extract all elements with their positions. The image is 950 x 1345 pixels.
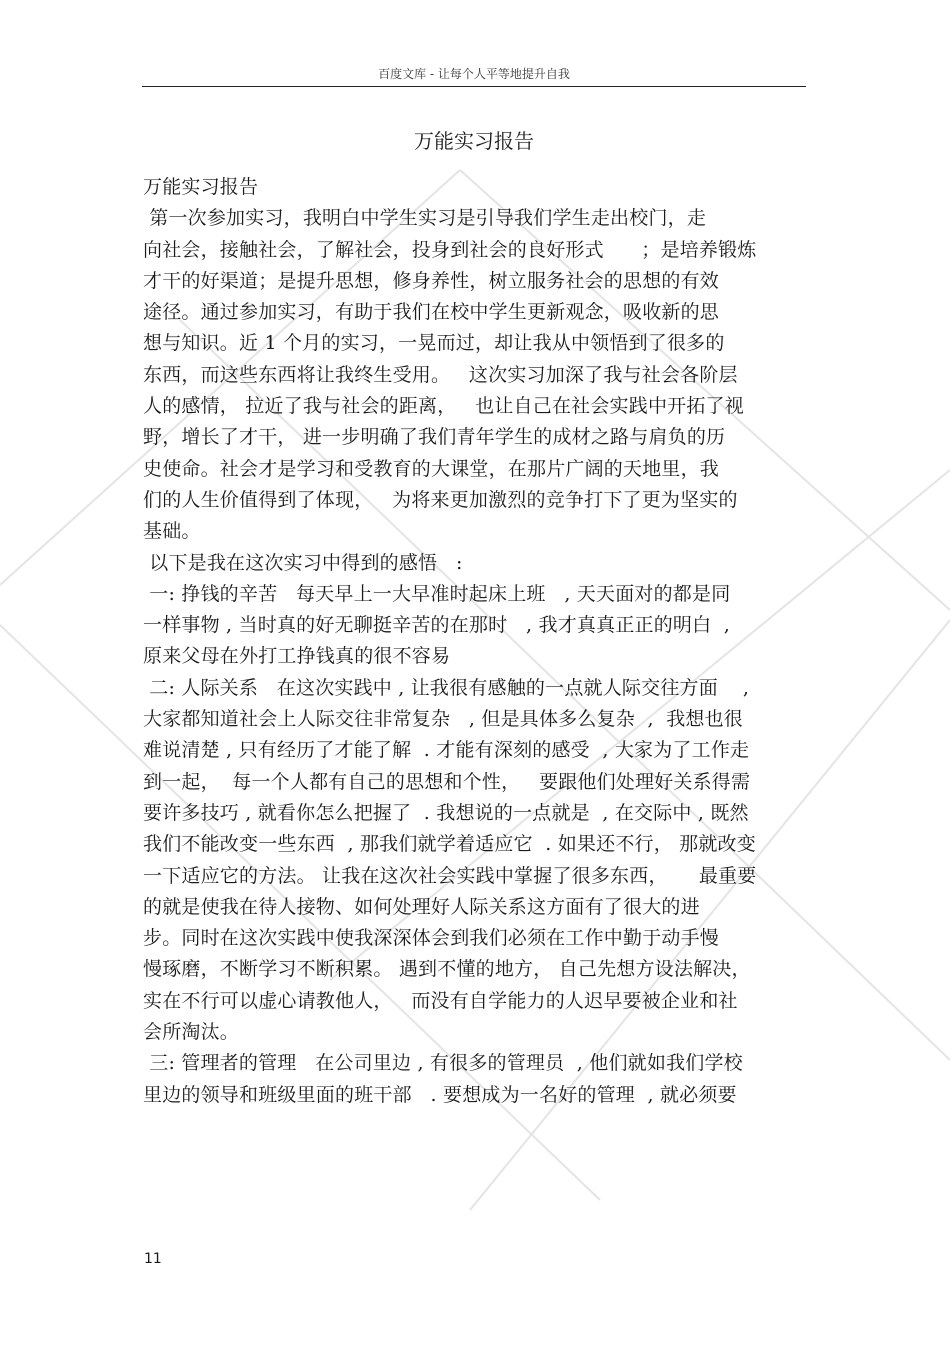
body-line: 史使命。社会才是学习和受教育的大课堂，在那片广阔的天地里，我: [143, 457, 720, 480]
page-number: 11: [144, 1251, 162, 1267]
body-line: 第一次参加实习，我明白中学生实习是引导我们学生走出校门，走: [143, 207, 707, 230]
body-line: 想与知识。近 1 个月的实习，一晃而过，却让我从中领悟到了很多的: [143, 332, 725, 355]
document-body: [143, 172, 823, 1111]
body-line: 以下是我在这次实习中得到的感悟 :: [143, 551, 463, 574]
body-line: 会所淘汰。: [143, 1021, 240, 1044]
body-line: 万能实习报告: [143, 176, 259, 198]
body-line: 难说清楚 , 只有经历了才能了解 . 才能有深刻的感受 , 大家为了工作走: [143, 739, 750, 762]
body-line: 人的感情， 拉近了我与社会的距离， 也让自己在社会实践中开拓了视: [143, 395, 744, 418]
body-line: 慢琢磨，不断学习不断积累。 遇到不懂的地方， 自己先想方设法解决，: [143, 958, 751, 981]
body-line: 才干的好渠道；是提升思想，修身养性，树立服务社会的思想的有效: [143, 269, 720, 292]
body-line: 二: 人际关系 在这次实践中 , 让我很有感触的一点就人际交往方面 ,: [143, 676, 750, 699]
body-line: 一下适应它的方法。 让我在这次社会实践中掌握了很多东西， 最重要: [143, 864, 757, 887]
body-line: 东西，而这些东西将让我终生受用。 这次实习加深了我与社会各阶层: [143, 363, 738, 386]
body-line: 一: 挣钱的辛苦 每天早上一大早准时起床上班 , 天天面对的都是同: [143, 582, 731, 605]
body-line: 途径。通过参加实习，有助于我们在校中学生更新观念，吸收新的思: [143, 301, 720, 324]
body-line: 要许多技巧 , 就看你怎么把握了 . 我想说的一点就是 , 在交际中 , 既然: [143, 801, 749, 824]
body-line: 野，增长了才干， 进一步明确了我们青年学生的成材之路与肩负的历: [143, 426, 726, 449]
body-line: 里边的领导和班级里面的班干部 . 要想成为一名好的管理 , 就必须要: [143, 1083, 737, 1106]
body-line: 三: 管理者的管理 在公司里边 , 有很多的管理员 , 他们就如我们学校: [143, 1052, 743, 1075]
body-line: 原来父母在外打工挣钱真的很不容易: [143, 645, 451, 668]
body-line: 的就是使我在待人接物、如何处理好人际关系这方面有了很大的进: [143, 895, 700, 918]
body-line: 们的人生价值得到了体现， 为将来更加激烈的竞争打下了更为坚实的: [143, 488, 738, 511]
body-line: 我们不能改变一些东西 , 那我们就学着适应它 . 如果还不行， 那就改变: [143, 833, 756, 856]
body-line: 到一起， 每一个人都有自己的思想和个性， 要跟他们处理好关系得需: [143, 770, 751, 793]
body-line: 大家都知道社会上人际交往非常复杂 , 但是具体多么复杂 , 我想也很: [143, 708, 743, 731]
body-line: 一样事物 , 当时真的好无聊挺辛苦的在那时 , 我才真真正正的明白 ,: [143, 614, 731, 637]
header-divider: [142, 86, 806, 87]
body-line: 实在不行可以虚心请教他人， 而没有自学能力的人迟早要被企业和社: [143, 989, 738, 1012]
body-line: 基础。: [143, 520, 201, 543]
document-title: 万能实习报告: [414, 129, 534, 153]
page-header: 百度文库 - 让每个人平等地提升自我: [378, 67, 570, 81]
body-line: 向社会，接触社会，了解社会，投身到社会的良好形式 ；是培养锻炼: [143, 238, 757, 261]
body-line: 步。同时在这次实践中使我深深体会到我们必须在工作中勤于动手慢: [143, 927, 720, 950]
